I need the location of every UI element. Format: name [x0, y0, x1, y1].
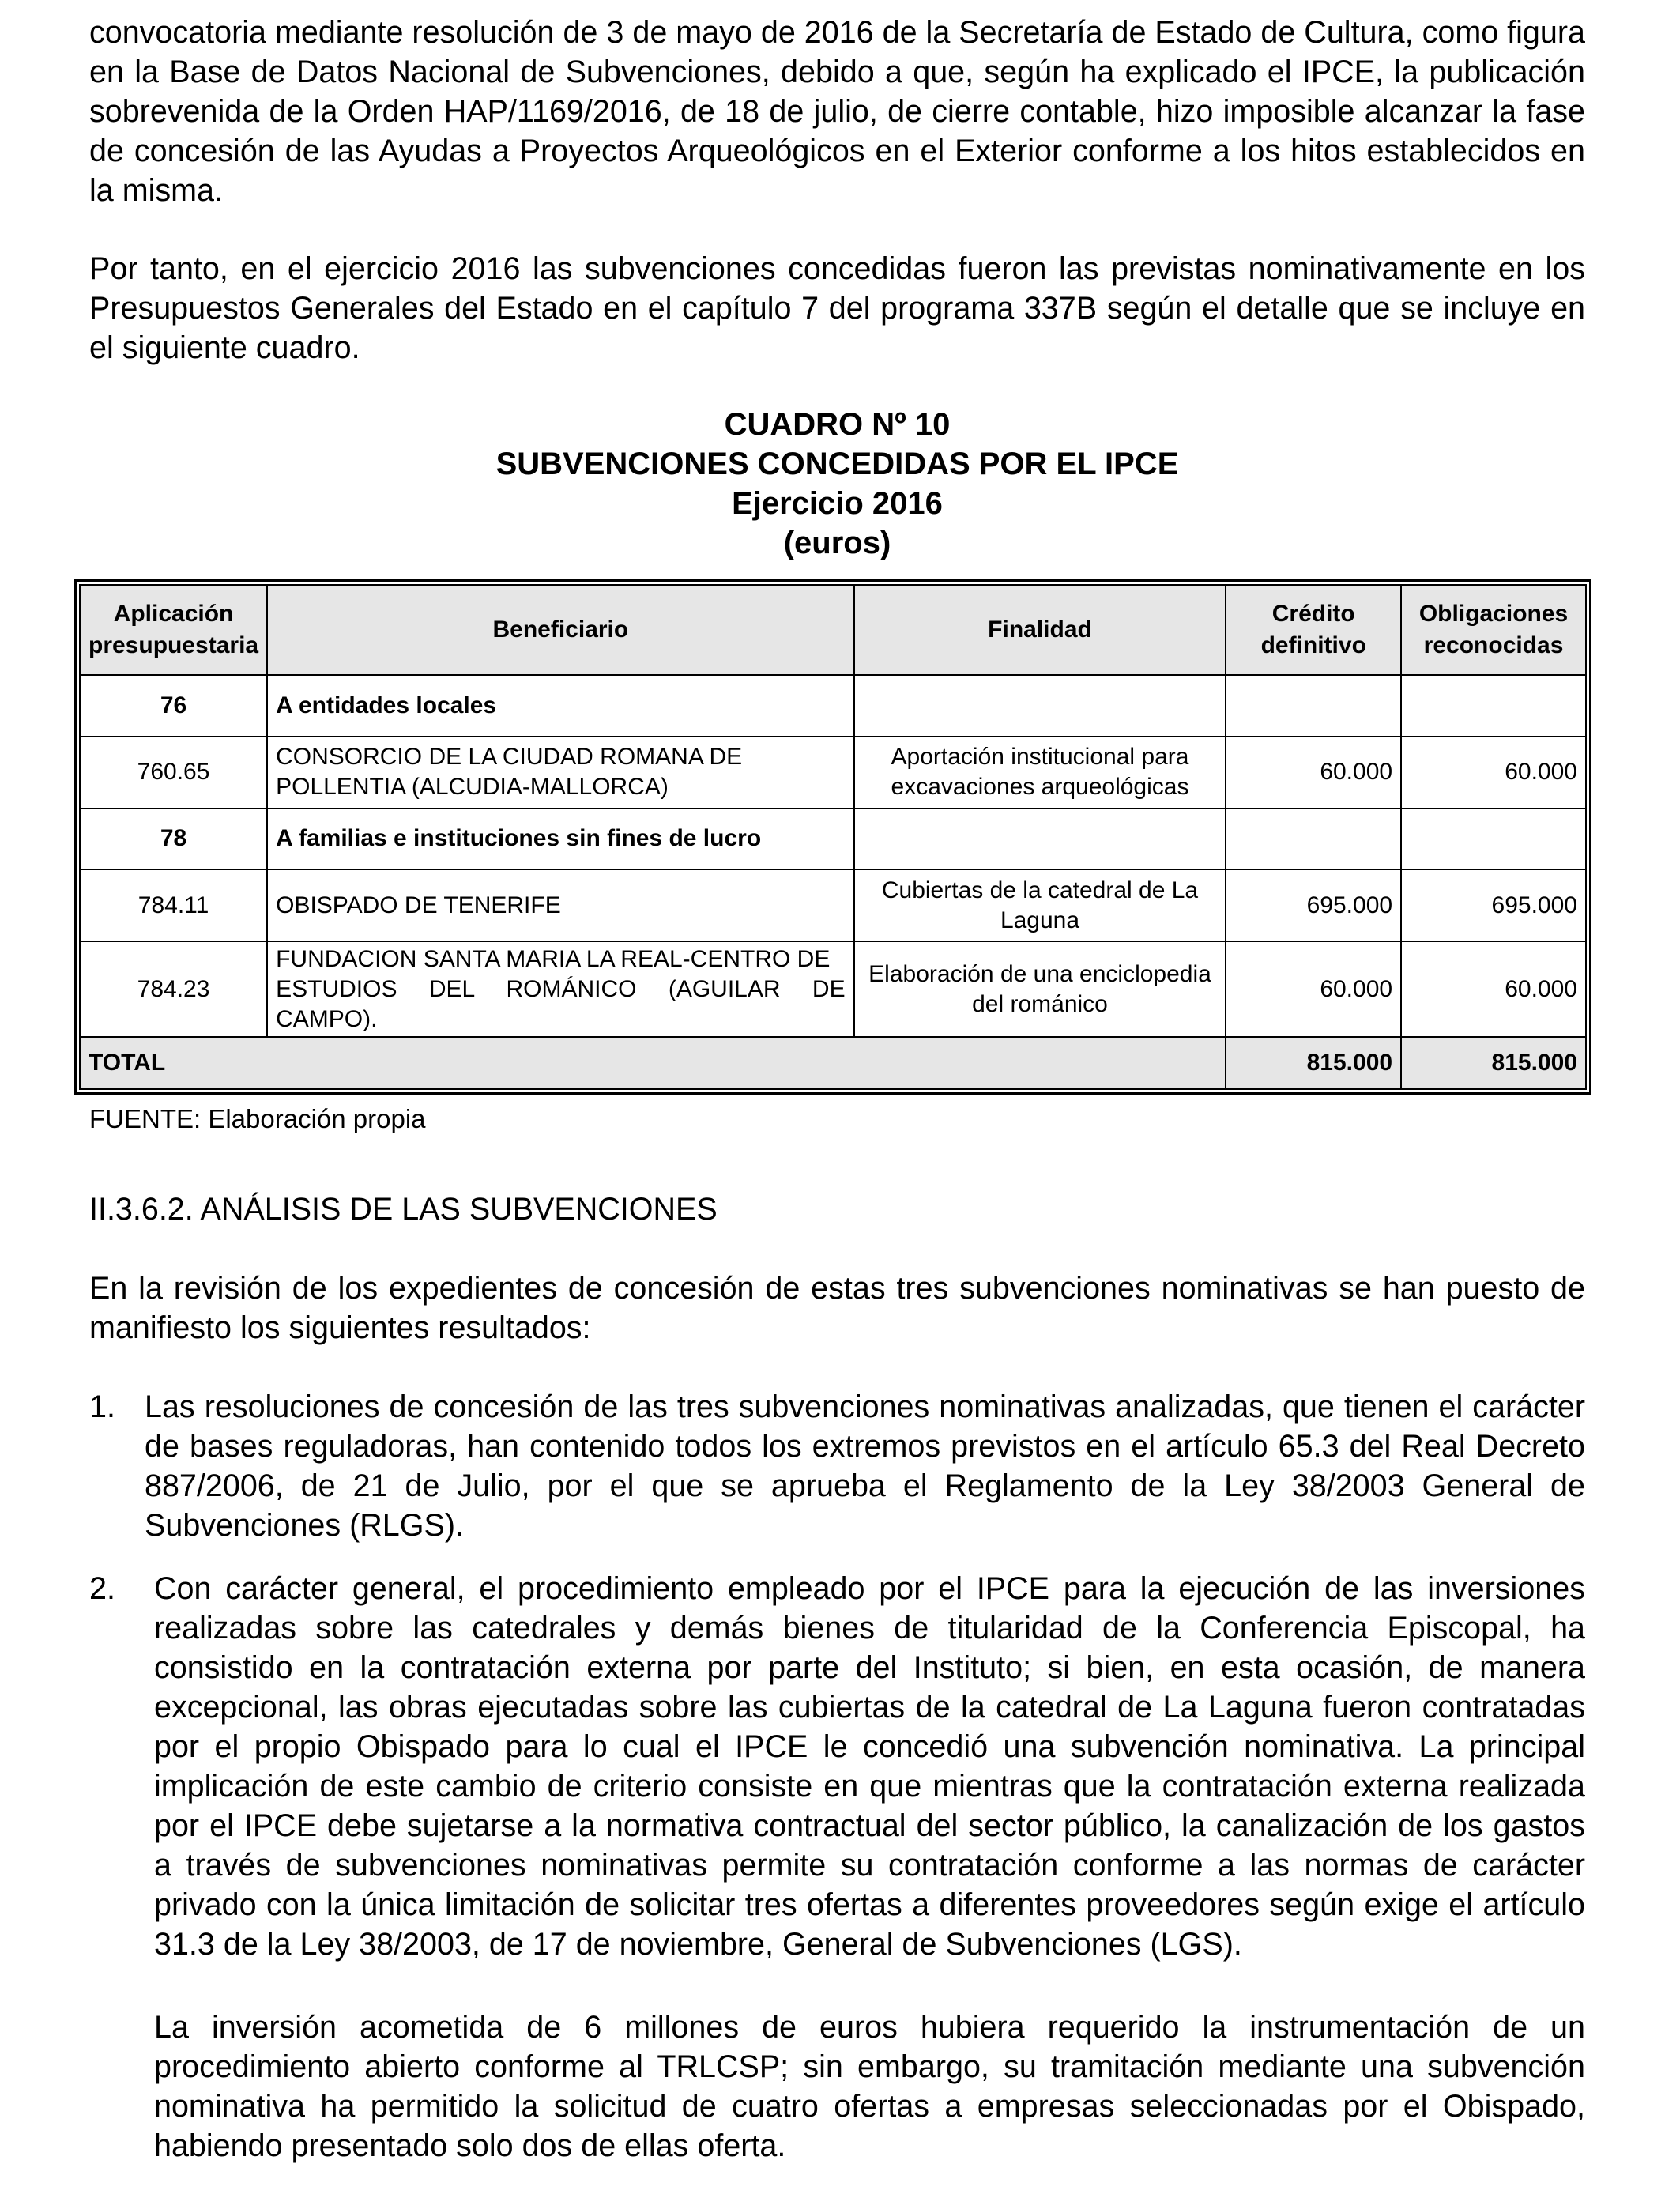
table-title-line2: SUBVENCIONES CONCEDIDAS POR EL IPCE — [495, 447, 1179, 481]
header-beneficiario: Beneficiario — [267, 585, 854, 675]
header-aplicacion: Aplicación presupuestaria — [80, 585, 267, 675]
paragraph-results: En la revisión de los expedientes de concesión de estas tres subvenciones nominativas se han puesto de manifiesto los siguientes resultados: — [89, 1271, 1585, 1345]
list-text: Con carácter general, el procedimiento empleado por el IPCE para la ejecución de las inversiones realizadas sobre las catedrales y demás bienes de titularidad de la Conferencia Episcopal, ha consistido en la contratación externa por parte del Instituto; si bien, en esta ocasión, de manera excepcional, las obras ejecutadas sobre las cubiertas de la catedral de La Laguna fueron contratadas por el propio Obispado para lo cual el IPCE le concedió una subvención nominativa. La principal implicación de este cambio de criterio consiste en que mientras que la contratación externa realizada por el IPCE debe sujetarse a la normativa contractual del sector público, la canalización de los gastos a través de subvenciones nominativas permite su contratación conforme a las normas de carácter privado con la única limitación de solicitar tres ofertas a diferentes proveedores según exige el artículo 31.3 de la Ley 38/2003, de 17 de noviembre, General de Subvenciones (LGS). — [154, 1571, 1585, 1962]
list-number: 1. — [89, 1389, 115, 1424]
paragraph-budget: Por tanto, en el ejercicio 2016 las subvenciones concedidas fueron las previstas nominativamente en los Presupuestos Generales del Estado en el capítulo 7 del programa 337B según el detalle que se incluye en el siguiente cuadro. — [89, 251, 1585, 365]
table-row: 784.11 OBISPADO DE TENERIFE Cubiertas de la catedral de La Laguna 695.000 695.000 — [80, 869, 1586, 941]
subsidies-table-frame — [74, 579, 1591, 1095]
section-heading: II.3.6.2. ANÁLISIS DE LAS SUBVENCIONES — [89, 1192, 718, 1227]
table-title — [89, 405, 1585, 563]
table-row: 784.23 FUNDACION SANTA MARIA LA REAL-CENTRO DE ESTUDIOS DEL ROMÁNICO (AGUILAR DE CAMPO). Elaboración de una enciclopedia del románico 60.000 60.000 — [80, 941, 1586, 1037]
header-finalidad: Finalidad — [854, 585, 1226, 675]
table-header-row — [80, 585, 1586, 675]
header-credito: Crédito definitivo — [1226, 585, 1401, 675]
table-total-row: TOTAL 815.000 815.000 — [80, 1037, 1586, 1089]
paragraph-investment: La inversión acometida de 6 millones de euros hubiera requerido la instrumentación de un procedimiento abierto conforme al TRLCSP; sin embargo, su tramitación mediante una subvención nominativa ha permitido la solicitud de cuatro ofertas a empresas seleccionadas por el Obispado, habiendo presentado solo dos de ellas oferta. — [154, 2010, 1585, 2163]
table-group-row: 78 A familias e instituciones sin fines de lucro — [80, 809, 1586, 870]
intro-paragraph: convocatoria mediante resolución de 3 de mayo de 2016 de la Secretaría de Estado de Cultura, como figura en la Base de Datos Nacional de Subvenciones, debido a que, según ha explicado el IPCE, la publicación sobrevenida de la Orden HAP/1169/2016, de 18 de julio, de cierre contable, hizo imposible alcanzar la fase de concesión de las Ayudas a Proyectos Arqueológicos en el Exterior conforme a los hitos establecidos en la misma. — [89, 15, 1585, 208]
table-row: 760.65 CONSORCIO DE LA CIUDAD ROMANA DE POLLENTIA (ALCUDIA-MALLORCA) Aportación institucional para excavaciones arqueológicas 60.000 60.000 — [80, 737, 1586, 809]
header-obligaciones: Obligaciones reconocidas — [1401, 585, 1586, 675]
table-source: FUENTE: Elaboración propia — [89, 1104, 426, 1133]
subsidies-table — [79, 584, 1587, 1090]
table-title-line1: CUADRO Nº 10 — [724, 407, 951, 442]
table-title-line3: Ejercicio 2016 — [732, 486, 943, 521]
list-item — [89, 1569, 1585, 1964]
table-group-row: 76 A entidades locales — [80, 675, 1586, 737]
list-number: 2. — [89, 1571, 115, 1606]
table-title-line4: (euros) — [783, 526, 891, 560]
list-text: Las resoluciones de concesión de las tres subvenciones nominativas analizadas, que tienen el carácter de bases reguladoras, han contenido todos los extremos previstos en el artículo 65.3 del Real Decreto 887/2006, de 21 de Julio, por el que se aprueba el Reglamento de la Ley 38/2003 General de Subvenciones (RLGS). — [145, 1389, 1585, 1543]
list-item — [89, 1387, 1585, 1545]
